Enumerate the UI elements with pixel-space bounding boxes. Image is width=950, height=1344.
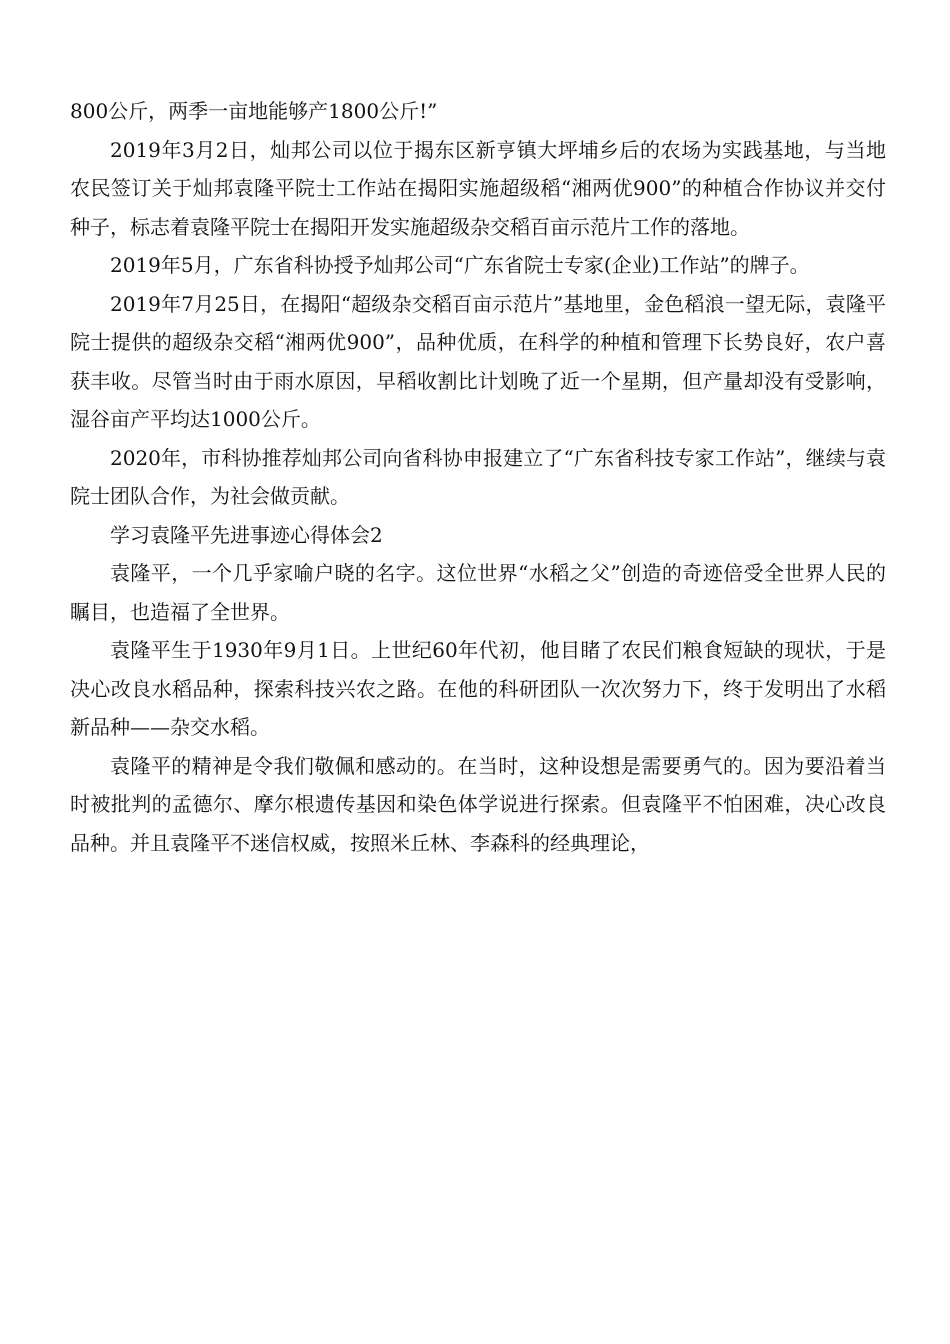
paragraph: 袁隆平生于1930年9月1日。上世纪60年代初，他目睹了农民们粮食短缺的现状，于是决心改良水稻品种，探索科技兴农之路。在他的科研团队一次次努力下，终于发明出了水稻新品种——杂交水稻。 <box>70 638 886 739</box>
paragraph: 2019年5月，广东省科协授予灿邦公司“广东省院士专家(企业)工作站”的牌子。 <box>110 253 810 277</box>
section-heading: 学习袁隆平先进事迹心得体会2 <box>110 522 383 547</box>
paragraph: 2019年3月2日，灿邦公司以位于揭东区新亨镇大坪埔乡后的农场为实践基地，与当地农民签订关于灿邦袁隆平院士工作站在揭阳实施超级稻“湘两优900”的种植合作协议并交付种子，标志着袁隆平院士在揭阳开发实施超级杂交稻百亩示范片工作的落地。 <box>70 137 886 239</box>
paragraph-continuation: 800公斤，两季一亩地能够产1800公斤!” <box>70 99 438 123</box>
document-body <box>70 92 886 862</box>
paragraph: 袁隆平，一个几乎家喻户晓的名字。这位世界“水稻之父”创造的奇迹倍受全世界人民的瞩目，也造福了全世界。 <box>70 561 886 624</box>
paragraph: 2020年，市科协推荐灿邦公司向省科协申报建立了“广东省科技专家工作站”，继续与袁院士团队合作，为社会做贡献。 <box>70 445 886 508</box>
paragraph: 袁隆平的精神是令我们敬佩和感动的。在当时，这种设想是需要勇气的。因为要沿着当时被批判的孟德尔、摩尔根遗传基因和染色体学说进行探索。但袁隆平不怕困难，决心改良品种。并且袁隆平不迷信权威，按照米丘林、李森科的经典理论， <box>70 753 886 855</box>
paragraph: 2019年7月25日，在揭阳“超级杂交稻百亩示范片”基地里，金色稻浪一望无际，袁隆平院士提供的超级杂交稻“湘两优900”，品种优质，在科学的种植和管理下长势良好，农户喜获丰收。尽管当时由于雨水原因，早稻收割比计划晚了近一个星期，但产量却没有受影响，湿谷亩产平均达1000公斤。 <box>70 291 886 431</box>
